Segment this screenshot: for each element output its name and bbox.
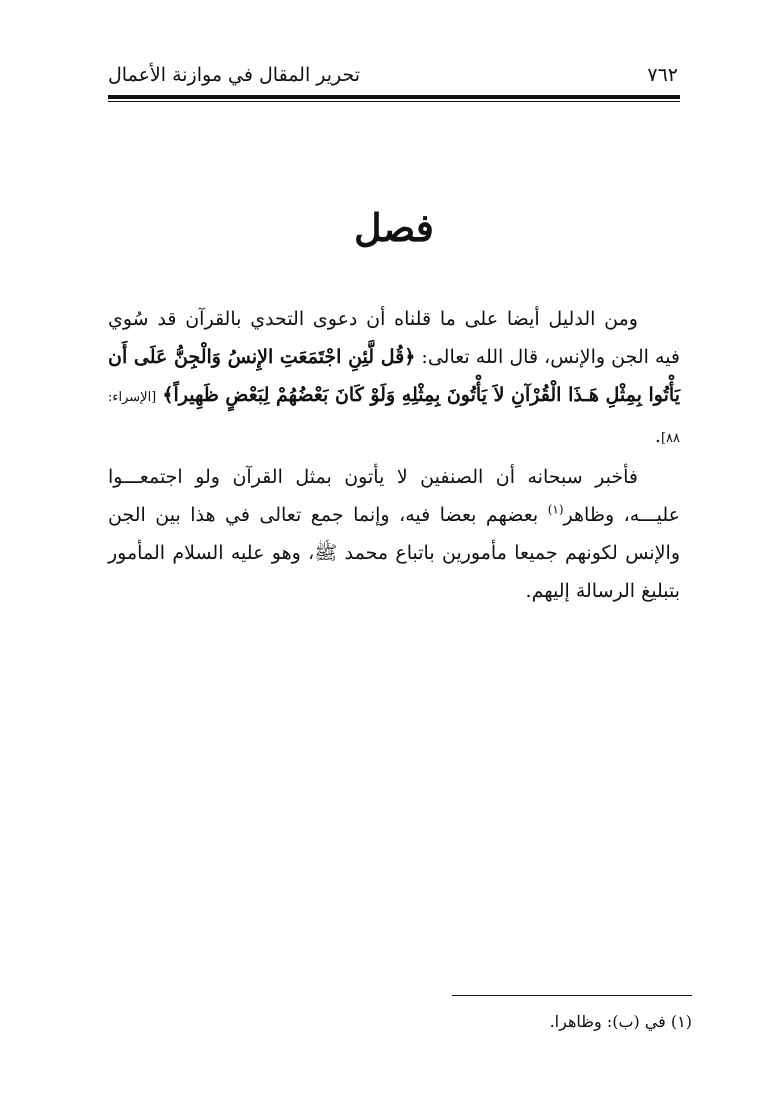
page-number: ٧٦٢ bbox=[647, 64, 678, 86]
header-rule-thin bbox=[108, 101, 680, 102]
footnote-marker: (١) bbox=[547, 502, 564, 517]
paragraph-1 bbox=[108, 300, 680, 458]
paragraph-2-start: فأخبر سبحانه أن الصنفين لا يأتون بمثل القرآن ولو اجتمعـــوا عليـــه، وظاهر bbox=[108, 466, 680, 526]
footnote: (١) في (ب): وظاهرا. bbox=[549, 1012, 692, 1031]
running-header bbox=[108, 62, 680, 92]
header-title: تحرير المقال في موازنة الأعمال bbox=[108, 64, 361, 86]
paragraph-2-end: بعضهم بعضا فيه، وإنما جمع تعالى في هذا بين الجن والإنس لكونهم جميعا مأمورين باتباع محمد ﷺ، وهو عليه السلام المأمور بتبليغ الرسالة إليهم. bbox=[108, 504, 680, 602]
header-rule-thick bbox=[108, 95, 680, 99]
footnote-separator bbox=[452, 995, 692, 996]
body-text bbox=[108, 300, 680, 610]
section-heading: فصل bbox=[354, 205, 434, 250]
verse-end-punctuation: . bbox=[654, 425, 661, 447]
quran-verse: ﴿قُل لَّئِنِ اجْتَمَعَتِ الإِنسُ وَالْجِنُّ عَلَى أَن يَأْتُوا بِمِثْلِ هَـذَا الْقُرْآنِ لاَ يَأْتُونَ بِمِثْلِهِ وَلَوْ كَانَ بَعْضُهُمْ لِبَعْضٍ ظَهِيراً﴾ bbox=[108, 346, 680, 406]
paragraph-2 bbox=[108, 458, 680, 610]
intro-text: ومن الدليل أيضا على ما قلناه أن دعوى التحدي بالقرآن قد سُوي فيه الجن والإنس، قال الله تعالى: bbox=[108, 308, 681, 368]
verse-reference: [الإسراء: ٨٨] bbox=[107, 390, 680, 446]
